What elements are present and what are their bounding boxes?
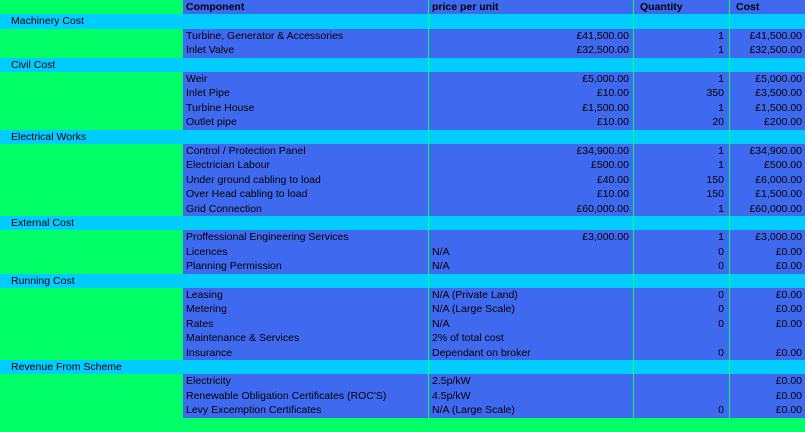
table-row	[0, 374, 805, 388]
component-cell[interactable]: Inlet Pipe	[183, 86, 428, 100]
table-row	[0, 72, 805, 86]
price-cell[interactable]	[428, 216, 633, 230]
price-text: N/A (Large Scale)	[432, 303, 515, 316]
category-cell[interactable]	[0, 173, 183, 187]
cost-cell[interactable]: £1,500.00	[729, 187, 805, 201]
category-cell[interactable]	[0, 230, 183, 244]
quantity-cell[interactable]	[633, 274, 729, 288]
cost-cell[interactable]: £34,900.00	[729, 144, 805, 158]
table-row	[0, 187, 805, 201]
price-cell[interactable]	[428, 374, 633, 388]
price-text: N/A (Private Land)	[432, 289, 518, 301]
component-cell[interactable]: Grid Connection	[183, 202, 428, 216]
category-cell[interactable]	[0, 374, 183, 388]
price-value: £10.00	[596, 116, 629, 129]
price-value: £40.00	[596, 173, 629, 186]
category-row	[0, 360, 805, 374]
category-row	[0, 274, 805, 288]
price-text: N/A	[432, 317, 450, 330]
category-label[interactable]: External Cost	[0, 216, 183, 230]
component-cell[interactable]: Electrician Labour	[183, 158, 428, 172]
table-row	[0, 389, 805, 403]
component-cell[interactable]: Maintenance & Services	[183, 331, 428, 345]
component-cell[interactable]: Outlet pipe	[183, 115, 428, 129]
quantity-cell[interactable]: 150	[633, 187, 729, 201]
price-cell[interactable]	[428, 173, 633, 187]
component-cell[interactable]	[183, 216, 428, 230]
table-row	[0, 302, 805, 316]
quantity-cell[interactable]	[633, 130, 729, 144]
category-label[interactable]: Revenue From Scheme	[0, 360, 183, 374]
price-value: £500.00	[591, 159, 629, 172]
cost-cell[interactable]: £0.00	[729, 302, 805, 316]
cost-cell[interactable]: £0.00	[729, 403, 805, 417]
table-row	[0, 86, 805, 100]
quantity-cell[interactable]: 150	[633, 173, 729, 187]
category-cell[interactable]	[0, 101, 183, 115]
price-cell[interactable]	[428, 259, 633, 273]
category-label[interactable]: Machinery Cost	[0, 14, 183, 28]
quantity-cell[interactable]: 0	[633, 259, 729, 273]
header-price-per-unit[interactable]: price per unit	[428, 0, 633, 14]
table-row	[0, 101, 805, 115]
cost-cell[interactable]: £200.00	[729, 115, 805, 129]
component-cell[interactable]: Turbine House	[183, 101, 428, 115]
component-cell[interactable]: Insurance	[183, 346, 428, 360]
price-cell[interactable]	[428, 158, 633, 172]
cost-cell[interactable]	[729, 331, 805, 345]
category-cell[interactable]	[0, 43, 183, 57]
quantity-cell[interactable]: 0	[633, 317, 729, 331]
quantity-cell[interactable]	[633, 216, 729, 230]
cost-cell[interactable]: £60,000.00	[729, 202, 805, 216]
quantity-cell[interactable]: 1	[633, 202, 729, 216]
price-cell[interactable]	[428, 230, 633, 244]
quantity-cell[interactable]: 0	[633, 346, 729, 360]
quantity-cell[interactable]: 1	[633, 158, 729, 172]
cost-cell[interactable]: £0.00	[729, 389, 805, 403]
table-row	[0, 403, 805, 417]
component-cell[interactable]: Electricity	[183, 374, 428, 388]
table-row	[0, 346, 805, 360]
table-row	[0, 29, 805, 43]
price-cell[interactable]	[428, 187, 633, 201]
quantity-cell[interactable]	[633, 389, 729, 403]
category-row	[0, 216, 805, 230]
table-row	[0, 259, 805, 273]
cost-cell[interactable]: £41,500.00	[729, 29, 805, 43]
component-cell[interactable]	[183, 360, 428, 374]
price-cell[interactable]	[428, 101, 633, 115]
quantity-cell[interactable]: 0	[633, 245, 729, 259]
category-cell[interactable]	[0, 72, 183, 86]
component-cell[interactable]: Licences	[183, 245, 428, 259]
category-cell[interactable]	[0, 86, 183, 100]
cost-cell[interactable]: £1,500.00	[729, 101, 805, 115]
component-cell[interactable]: Metering	[183, 302, 428, 316]
category-cell[interactable]	[0, 331, 183, 345]
cost-cell[interactable]: £3,000.00	[729, 230, 805, 244]
category-cell[interactable]	[0, 187, 183, 201]
price-text: N/A (Large Scale)	[432, 404, 515, 417]
price-value: £34,900.00	[576, 145, 629, 157]
price-text: 2% of total cost	[432, 332, 504, 345]
table-row	[0, 173, 805, 187]
cost-cell[interactable]: £0.00	[729, 288, 805, 302]
quantity-cell[interactable]: 1	[633, 230, 729, 244]
component-cell[interactable]: Proffessional Engineering Services	[183, 230, 428, 244]
price-text: 4.5p/kW	[432, 389, 471, 402]
price-cell[interactable]	[428, 274, 633, 288]
table-row	[0, 230, 805, 244]
category-row	[0, 130, 805, 144]
component-cell[interactable]: Rates	[183, 317, 428, 331]
category-cell[interactable]	[0, 259, 183, 273]
price-cell[interactable]	[428, 346, 633, 360]
quantity-cell[interactable]: 350	[633, 86, 729, 100]
component-cell[interactable]	[183, 274, 428, 288]
component-cell[interactable]: Turbine, Generator & Accessories	[183, 29, 428, 43]
cost-cell[interactable]: £0.00	[729, 259, 805, 273]
category-cell[interactable]	[0, 202, 183, 216]
component-cell[interactable]: Inlet Valve	[183, 43, 428, 57]
cost-cell[interactable]: £5,000.00	[729, 72, 805, 86]
category-row	[0, 58, 805, 72]
category-cell[interactable]	[0, 302, 183, 316]
category-label[interactable]: Electrical Works	[0, 130, 183, 144]
price-cell[interactable]	[428, 58, 633, 72]
table-row	[0, 245, 805, 259]
table-row	[0, 202, 805, 216]
quantity-cell[interactable]: 0	[633, 288, 729, 302]
table-row	[0, 144, 805, 158]
category-cell[interactable]	[0, 144, 183, 158]
component-cell[interactable]	[183, 130, 428, 144]
cost-cell[interactable]	[729, 274, 805, 288]
price-cell[interactable]	[428, 43, 633, 57]
price-value: £60,000.00	[576, 202, 629, 215]
table-row	[0, 288, 805, 302]
price-cell[interactable]	[428, 245, 633, 259]
price-value: £5,000.00	[582, 73, 629, 85]
quantity-cell[interactable]	[633, 360, 729, 374]
header-row	[0, 0, 805, 14]
component-cell[interactable]	[183, 58, 428, 72]
quantity-cell[interactable]: 1	[633, 101, 729, 115]
category-cell[interactable]	[0, 317, 183, 331]
component-cell[interactable]: Over Head cabling to load	[183, 187, 428, 201]
price-value: £1,500.00	[582, 101, 629, 114]
table-row	[0, 115, 805, 129]
quantity-cell[interactable]: 1	[633, 43, 729, 57]
header-quantity[interactable]: Quantity	[633, 0, 729, 14]
category-cell[interactable]	[0, 389, 183, 403]
component-cell[interactable]	[183, 14, 428, 28]
cost-cell[interactable]: £0.00	[729, 245, 805, 259]
header-component[interactable]: Component	[183, 0, 428, 14]
price-value: £10.00	[596, 87, 629, 100]
cost-cell[interactable]: £0.00	[729, 374, 805, 388]
table-row	[0, 43, 805, 57]
cost-cell[interactable]: £500.00	[729, 158, 805, 172]
header-blank-cell[interactable]	[0, 0, 183, 14]
price-cell[interactable]	[428, 86, 633, 100]
price-value: £41,500.00	[576, 29, 629, 42]
cost-cell[interactable]: £6,000.00	[729, 173, 805, 187]
cost-cell[interactable]	[729, 14, 805, 28]
table-row	[0, 317, 805, 331]
price-cell[interactable]	[428, 317, 633, 331]
price-cell[interactable]	[428, 288, 633, 302]
quantity-cell[interactable]: 1	[633, 72, 729, 86]
price-text: 2.5p/kW	[432, 375, 471, 388]
category-cell[interactable]	[0, 29, 183, 43]
category-cell[interactable]	[0, 403, 183, 417]
component-cell[interactable]: Weir	[183, 72, 428, 86]
price-text: N/A	[432, 245, 450, 258]
header-cost[interactable]: Cost	[729, 0, 805, 14]
component-cell[interactable]: Planning Permission	[183, 259, 428, 273]
category-cell[interactable]	[0, 115, 183, 129]
component-cell[interactable]: Control / Protection Panel	[183, 144, 428, 158]
price-cell[interactable]	[428, 115, 633, 129]
price-value: £10.00	[596, 188, 629, 201]
price-cell[interactable]	[428, 29, 633, 43]
quantity-cell[interactable]	[633, 14, 729, 28]
category-cell[interactable]	[0, 245, 183, 259]
price-value: £3,000.00	[582, 231, 629, 244]
price-value: £32,500.00	[576, 44, 629, 57]
category-cell[interactable]	[0, 346, 183, 360]
component-cell[interactable]: Levy Excemption Certificates	[183, 403, 428, 417]
price-cell[interactable]	[428, 403, 633, 417]
price-text: Dependant on broker	[432, 346, 531, 359]
category-cell[interactable]	[0, 158, 183, 172]
component-cell[interactable]: Renewable Obligation Certificates (ROC'S)	[183, 389, 428, 403]
category-row	[0, 14, 805, 28]
cost-cell[interactable]	[729, 360, 805, 374]
price-cell[interactable]	[428, 389, 633, 403]
quantity-cell[interactable]	[633, 58, 729, 72]
quantity-cell[interactable]: 0	[633, 403, 729, 417]
price-text: N/A	[432, 260, 450, 273]
price-cell[interactable]	[428, 331, 633, 345]
price-cell[interactable]	[428, 130, 633, 144]
price-cell[interactable]	[428, 202, 633, 216]
price-cell[interactable]	[428, 14, 633, 28]
cost-cell[interactable]: £0.00	[729, 346, 805, 360]
table-row	[0, 158, 805, 172]
quantity-cell[interactable]: 1	[633, 144, 729, 158]
component-cell[interactable]: Under ground cabling to load	[183, 173, 428, 187]
cost-cell[interactable]: £3,500.00	[729, 86, 805, 100]
category-label[interactable]: Running Cost	[0, 274, 183, 288]
price-cell[interactable]	[428, 72, 633, 86]
cost-cell[interactable]: £0.00	[729, 317, 805, 331]
quantity-cell[interactable]: 20	[633, 115, 729, 129]
price-cell[interactable]	[428, 360, 633, 374]
quantity-cell[interactable]	[633, 331, 729, 345]
price-cell[interactable]	[428, 144, 633, 158]
category-label[interactable]: Civil Cost	[0, 58, 183, 72]
cost-cell[interactable]	[729, 216, 805, 230]
quantity-cell[interactable]	[633, 374, 729, 388]
cost-cell[interactable]	[729, 130, 805, 144]
quantity-cell[interactable]: 0	[633, 302, 729, 316]
quantity-cell[interactable]: 1	[633, 29, 729, 43]
price-cell[interactable]	[428, 302, 633, 316]
cost-cell[interactable]: £32,500.00	[729, 43, 805, 57]
component-cell[interactable]: Leasing	[183, 288, 428, 302]
table-row	[0, 331, 805, 345]
cost-cell[interactable]	[729, 58, 805, 72]
category-cell[interactable]	[0, 288, 183, 302]
